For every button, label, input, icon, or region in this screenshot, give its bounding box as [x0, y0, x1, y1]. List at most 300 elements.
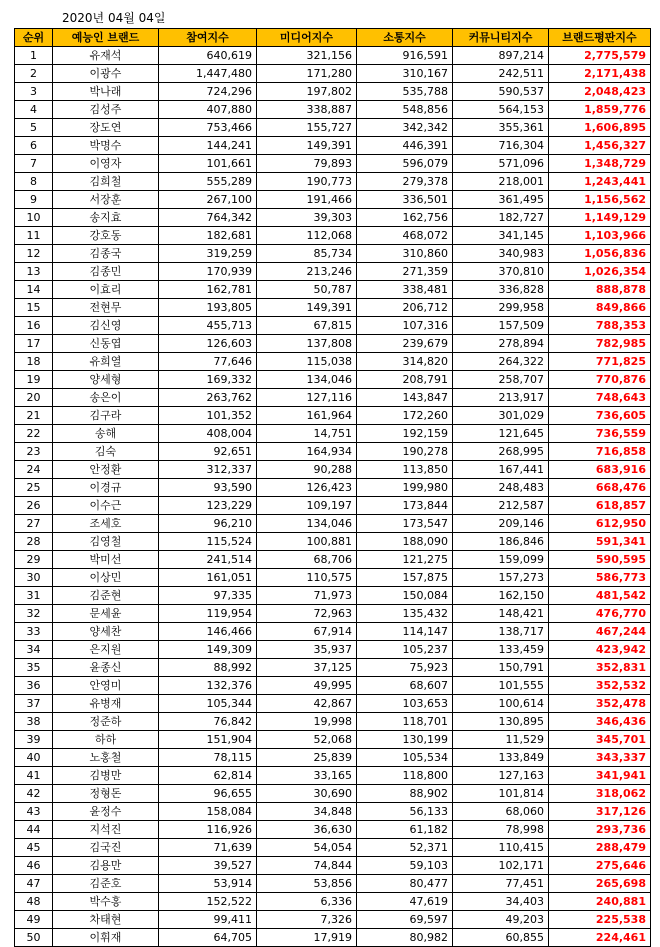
- rank-cell: 38: [15, 713, 53, 731]
- communication-cell: 208,791: [357, 371, 453, 389]
- communication-cell: 338,481: [357, 281, 453, 299]
- media-cell: 30,690: [257, 785, 357, 803]
- rank-cell: 31: [15, 587, 53, 605]
- rank-cell: 2: [15, 65, 53, 83]
- rank-cell: 22: [15, 425, 53, 443]
- brand-name-cell: 유재석: [53, 47, 159, 65]
- rank-cell: 17: [15, 335, 53, 353]
- media-cell: 127,116: [257, 389, 357, 407]
- community-cell: 133,459: [453, 641, 549, 659]
- media-cell: 6,336: [257, 893, 357, 911]
- media-cell: 72,963: [257, 605, 357, 623]
- brand-name-cell: 김용만: [53, 857, 159, 875]
- communication-cell: 157,875: [357, 569, 453, 587]
- brand-name-cell: 이영자: [53, 155, 159, 173]
- participation-cell: 312,337: [159, 461, 257, 479]
- brand-reputation-cell: 1,149,129: [549, 209, 651, 227]
- participation-cell: 319,259: [159, 245, 257, 263]
- participation-cell: 119,954: [159, 605, 257, 623]
- brand-name-cell: 강호동: [53, 227, 159, 245]
- community-cell: 150,791: [453, 659, 549, 677]
- communication-cell: 103,653: [357, 695, 453, 713]
- header-community-index: 커뮤니티지수: [453, 29, 549, 47]
- brand-reputation-cell: 318,062: [549, 785, 651, 803]
- communication-cell: 535,788: [357, 83, 453, 101]
- community-cell: 361,495: [453, 191, 549, 209]
- communication-cell: 162,756: [357, 209, 453, 227]
- brand-reputation-table: [14, 28, 651, 947]
- participation-cell: 115,524: [159, 533, 257, 551]
- brand-name-cell: 송해: [53, 425, 159, 443]
- participation-cell: 132,376: [159, 677, 257, 695]
- table-row: [15, 101, 651, 119]
- brand-name-cell: 유희열: [53, 353, 159, 371]
- participation-cell: 1,447,480: [159, 65, 257, 83]
- communication-cell: 69,597: [357, 911, 453, 929]
- table-row: [15, 767, 651, 785]
- media-cell: 37,125: [257, 659, 357, 677]
- communication-cell: 47,619: [357, 893, 453, 911]
- communication-cell: 271,359: [357, 263, 453, 281]
- communication-cell: 173,844: [357, 497, 453, 515]
- participation-cell: 71,639: [159, 839, 257, 857]
- header-participation-index: 참여지수: [159, 29, 257, 47]
- media-cell: 36,630: [257, 821, 357, 839]
- brand-reputation-cell: 618,857: [549, 497, 651, 515]
- communication-cell: 199,980: [357, 479, 453, 497]
- brand-name-cell: 김희철: [53, 173, 159, 191]
- participation-cell: 101,352: [159, 407, 257, 425]
- brand-name-cell: 전현무: [53, 299, 159, 317]
- brand-reputation-cell: 224,461: [549, 929, 651, 947]
- communication-cell: 172,260: [357, 407, 453, 425]
- media-cell: 126,423: [257, 479, 357, 497]
- media-cell: 197,802: [257, 83, 357, 101]
- media-cell: 79,893: [257, 155, 357, 173]
- community-cell: 167,441: [453, 461, 549, 479]
- community-cell: 162,150: [453, 587, 549, 605]
- communication-cell: 105,534: [357, 749, 453, 767]
- communication-cell: 113,850: [357, 461, 453, 479]
- brand-reputation-cell: 2,775,579: [549, 47, 651, 65]
- community-cell: 101,555: [453, 677, 549, 695]
- communication-cell: 190,278: [357, 443, 453, 461]
- brand-name-cell: 박나래: [53, 83, 159, 101]
- header-brand-name: 예능인 브랜드: [53, 29, 159, 47]
- participation-cell: 93,590: [159, 479, 257, 497]
- table-row: [15, 479, 651, 497]
- participation-cell: 158,084: [159, 803, 257, 821]
- table-row: [15, 461, 651, 479]
- rank-cell: 47: [15, 875, 53, 893]
- community-cell: 340,983: [453, 245, 549, 263]
- rank-cell: 6: [15, 137, 53, 155]
- media-cell: 190,773: [257, 173, 357, 191]
- table-row: [15, 785, 651, 803]
- rank-cell: 28: [15, 533, 53, 551]
- media-cell: 90,288: [257, 461, 357, 479]
- community-cell: 102,171: [453, 857, 549, 875]
- media-cell: 213,246: [257, 263, 357, 281]
- communication-cell: 114,147: [357, 623, 453, 641]
- brand-reputation-cell: 288,479: [549, 839, 651, 857]
- brand-name-cell: 이상민: [53, 569, 159, 587]
- brand-reputation-cell: 612,950: [549, 515, 651, 533]
- table-row: [15, 371, 651, 389]
- table-row: [15, 119, 651, 137]
- brand-name-cell: 차태현: [53, 911, 159, 929]
- media-cell: 134,046: [257, 371, 357, 389]
- communication-cell: 135,432: [357, 605, 453, 623]
- brand-name-cell: 지석진: [53, 821, 159, 839]
- brand-reputation-cell: 1,103,966: [549, 227, 651, 245]
- table-row: [15, 317, 651, 335]
- table-row: [15, 191, 651, 209]
- report-date: 2020년 04월 04일: [62, 11, 166, 25]
- media-cell: 171,280: [257, 65, 357, 83]
- table-row: [15, 677, 651, 695]
- community-cell: 159,099: [453, 551, 549, 569]
- participation-cell: 53,914: [159, 875, 257, 893]
- media-cell: 149,391: [257, 137, 357, 155]
- communication-cell: 206,712: [357, 299, 453, 317]
- media-cell: 25,839: [257, 749, 357, 767]
- media-cell: 19,998: [257, 713, 357, 731]
- rank-cell: 11: [15, 227, 53, 245]
- brand-reputation-cell: 1,026,354: [549, 263, 651, 281]
- communication-cell: 143,847: [357, 389, 453, 407]
- rank-cell: 30: [15, 569, 53, 587]
- brand-reputation-cell: 736,559: [549, 425, 651, 443]
- community-cell: 299,958: [453, 299, 549, 317]
- media-cell: 17,919: [257, 929, 357, 947]
- media-cell: 74,844: [257, 857, 357, 875]
- rank-cell: 24: [15, 461, 53, 479]
- media-cell: 155,727: [257, 119, 357, 137]
- table-row: [15, 713, 651, 731]
- rank-cell: 25: [15, 479, 53, 497]
- communication-cell: 88,902: [357, 785, 453, 803]
- media-cell: 53,856: [257, 875, 357, 893]
- media-cell: 35,937: [257, 641, 357, 659]
- brand-name-cell: 이효리: [53, 281, 159, 299]
- communication-cell: 52,371: [357, 839, 453, 857]
- brand-name-cell: 박미선: [53, 551, 159, 569]
- community-cell: 370,810: [453, 263, 549, 281]
- table-row: [15, 587, 651, 605]
- brand-name-cell: 유병재: [53, 695, 159, 713]
- communication-cell: 310,860: [357, 245, 453, 263]
- community-cell: 212,587: [453, 497, 549, 515]
- media-cell: 338,887: [257, 101, 357, 119]
- communication-cell: 118,800: [357, 767, 453, 785]
- rank-cell: 18: [15, 353, 53, 371]
- participation-cell: 96,210: [159, 515, 257, 533]
- brand-name-cell: 김국진: [53, 839, 159, 857]
- community-cell: 110,415: [453, 839, 549, 857]
- rank-cell: 32: [15, 605, 53, 623]
- rank-cell: 36: [15, 677, 53, 695]
- communication-cell: 107,316: [357, 317, 453, 335]
- table-row: [15, 335, 651, 353]
- table-row: [15, 623, 651, 641]
- rank-cell: 35: [15, 659, 53, 677]
- table-row: [15, 641, 651, 659]
- brand-reputation-cell: 2,048,423: [549, 83, 651, 101]
- table-row: [15, 173, 651, 191]
- media-cell: 71,973: [257, 587, 357, 605]
- brand-reputation-cell: 481,542: [549, 587, 651, 605]
- communication-cell: 130,199: [357, 731, 453, 749]
- rank-cell: 26: [15, 497, 53, 515]
- rank-cell: 15: [15, 299, 53, 317]
- brand-reputation-cell: 782,985: [549, 335, 651, 353]
- participation-cell: 64,705: [159, 929, 257, 947]
- community-cell: 157,509: [453, 317, 549, 335]
- table-row: [15, 425, 651, 443]
- participation-cell: 182,681: [159, 227, 257, 245]
- participation-cell: 169,332: [159, 371, 257, 389]
- table-row: [15, 497, 651, 515]
- participation-cell: 146,466: [159, 623, 257, 641]
- community-cell: 101,814: [453, 785, 549, 803]
- brand-name-cell: 김준현: [53, 587, 159, 605]
- header-communication-index: 소통지수: [357, 29, 453, 47]
- brand-reputation-cell: 591,341: [549, 533, 651, 551]
- participation-cell: 77,646: [159, 353, 257, 371]
- brand-reputation-cell: 1,056,836: [549, 245, 651, 263]
- rank-cell: 23: [15, 443, 53, 461]
- rank-cell: 4: [15, 101, 53, 119]
- brand-name-cell: 윤정수: [53, 803, 159, 821]
- rank-cell: 29: [15, 551, 53, 569]
- participation-cell: 170,939: [159, 263, 257, 281]
- media-cell: 34,848: [257, 803, 357, 821]
- community-cell: 49,203: [453, 911, 549, 929]
- community-cell: 301,029: [453, 407, 549, 425]
- participation-cell: 123,229: [159, 497, 257, 515]
- community-cell: 897,214: [453, 47, 549, 65]
- community-cell: 564,153: [453, 101, 549, 119]
- table-row: [15, 443, 651, 461]
- rank-cell: 33: [15, 623, 53, 641]
- participation-cell: 39,527: [159, 857, 257, 875]
- rank-cell: 1: [15, 47, 53, 65]
- communication-cell: 150,084: [357, 587, 453, 605]
- brand-reputation-cell: 293,736: [549, 821, 651, 839]
- brand-name-cell: 이경규: [53, 479, 159, 497]
- brand-name-cell: 이수근: [53, 497, 159, 515]
- brand-reputation-cell: 1,243,441: [549, 173, 651, 191]
- participation-cell: 241,514: [159, 551, 257, 569]
- participation-cell: 96,655: [159, 785, 257, 803]
- media-cell: 164,934: [257, 443, 357, 461]
- participation-cell: 640,619: [159, 47, 257, 65]
- community-cell: 213,917: [453, 389, 549, 407]
- communication-cell: 188,090: [357, 533, 453, 551]
- media-cell: 137,808: [257, 335, 357, 353]
- brand-name-cell: 양세찬: [53, 623, 159, 641]
- participation-cell: 149,309: [159, 641, 257, 659]
- communication-cell: 80,982: [357, 929, 453, 947]
- brand-reputation-cell: 423,942: [549, 641, 651, 659]
- rank-cell: 3: [15, 83, 53, 101]
- table-row: [15, 605, 651, 623]
- table-row: [15, 515, 651, 533]
- brand-name-cell: 서장훈: [53, 191, 159, 209]
- participation-cell: 724,296: [159, 83, 257, 101]
- brand-name-cell: 안정환: [53, 461, 159, 479]
- brand-reputation-cell: 590,595: [549, 551, 651, 569]
- brand-reputation-cell: 683,916: [549, 461, 651, 479]
- header-media-index: 미디어지수: [257, 29, 357, 47]
- rank-cell: 49: [15, 911, 53, 929]
- participation-cell: 76,842: [159, 713, 257, 731]
- table-row: [15, 137, 651, 155]
- community-cell: 133,849: [453, 749, 549, 767]
- participation-cell: 455,713: [159, 317, 257, 335]
- brand-name-cell: 김숙: [53, 443, 159, 461]
- participation-cell: 105,344: [159, 695, 257, 713]
- brand-reputation-cell: 1,606,895: [549, 119, 651, 137]
- brand-reputation-cell: 341,941: [549, 767, 651, 785]
- brand-reputation-cell: 788,353: [549, 317, 651, 335]
- participation-cell: 99,411: [159, 911, 257, 929]
- brand-name-cell: 송지효: [53, 209, 159, 227]
- brand-reputation-cell: 476,770: [549, 605, 651, 623]
- media-cell: 67,914: [257, 623, 357, 641]
- rank-cell: 45: [15, 839, 53, 857]
- brand-name-cell: 노홍철: [53, 749, 159, 767]
- brand-reputation-cell: 240,881: [549, 893, 651, 911]
- brand-name-cell: 김영철: [53, 533, 159, 551]
- community-cell: 242,511: [453, 65, 549, 83]
- participation-cell: 126,603: [159, 335, 257, 353]
- media-cell: 100,881: [257, 533, 357, 551]
- table-row: [15, 929, 651, 947]
- brand-name-cell: 안영미: [53, 677, 159, 695]
- participation-cell: 151,904: [159, 731, 257, 749]
- brand-name-cell: 하하: [53, 731, 159, 749]
- brand-reputation-cell: 352,831: [549, 659, 651, 677]
- communication-cell: 468,072: [357, 227, 453, 245]
- table-body: [15, 47, 651, 947]
- rank-cell: 41: [15, 767, 53, 785]
- participation-cell: 267,100: [159, 191, 257, 209]
- media-cell: 85,734: [257, 245, 357, 263]
- rank-cell: 43: [15, 803, 53, 821]
- media-cell: 52,068: [257, 731, 357, 749]
- table-row: [15, 857, 651, 875]
- communication-cell: 342,342: [357, 119, 453, 137]
- community-cell: 268,995: [453, 443, 549, 461]
- table-row: [15, 281, 651, 299]
- rank-cell: 9: [15, 191, 53, 209]
- communication-cell: 56,133: [357, 803, 453, 821]
- participation-cell: 92,651: [159, 443, 257, 461]
- table-row: [15, 263, 651, 281]
- rank-cell: 40: [15, 749, 53, 767]
- media-cell: 54,054: [257, 839, 357, 857]
- media-cell: 110,575: [257, 569, 357, 587]
- media-cell: 67,815: [257, 317, 357, 335]
- participation-cell: 97,335: [159, 587, 257, 605]
- table-row: [15, 893, 651, 911]
- community-cell: 127,163: [453, 767, 549, 785]
- participation-cell: 408,004: [159, 425, 257, 443]
- rank-cell: 10: [15, 209, 53, 227]
- brand-name-cell: 신동엽: [53, 335, 159, 353]
- brand-reputation-cell: 1,156,562: [549, 191, 651, 209]
- brand-reputation-cell: 770,876: [549, 371, 651, 389]
- rank-cell: 50: [15, 929, 53, 947]
- media-cell: 134,046: [257, 515, 357, 533]
- rank-cell: 42: [15, 785, 53, 803]
- communication-cell: 314,820: [357, 353, 453, 371]
- communication-cell: 105,237: [357, 641, 453, 659]
- brand-reputation-cell: 2,171,438: [549, 65, 651, 83]
- brand-reputation-cell: 225,538: [549, 911, 651, 929]
- communication-cell: 173,547: [357, 515, 453, 533]
- communication-cell: 239,679: [357, 335, 453, 353]
- brand-reputation-cell: 668,476: [549, 479, 651, 497]
- brand-name-cell: 김신영: [53, 317, 159, 335]
- table-row: [15, 245, 651, 263]
- media-cell: 68,706: [257, 551, 357, 569]
- table-row: [15, 551, 651, 569]
- brand-name-cell: 송은이: [53, 389, 159, 407]
- brand-reputation-cell: 888,878: [549, 281, 651, 299]
- rank-cell: 39: [15, 731, 53, 749]
- participation-cell: 161,051: [159, 569, 257, 587]
- rank-cell: 48: [15, 893, 53, 911]
- community-cell: 121,645: [453, 425, 549, 443]
- communication-cell: 68,607: [357, 677, 453, 695]
- table-row: [15, 749, 651, 767]
- rank-cell: 5: [15, 119, 53, 137]
- participation-cell: 144,241: [159, 137, 257, 155]
- community-cell: 248,483: [453, 479, 549, 497]
- table-row: [15, 695, 651, 713]
- brand-name-cell: 김구라: [53, 407, 159, 425]
- media-cell: 321,156: [257, 47, 357, 65]
- table-row: [15, 407, 651, 425]
- community-cell: 148,421: [453, 605, 549, 623]
- participation-cell: 101,661: [159, 155, 257, 173]
- table-row: [15, 821, 651, 839]
- brand-reputation-cell: 352,478: [549, 695, 651, 713]
- brand-reputation-cell: 352,532: [549, 677, 651, 695]
- community-cell: 60,855: [453, 929, 549, 947]
- table-row: [15, 731, 651, 749]
- community-cell: 355,361: [453, 119, 549, 137]
- rank-cell: 19: [15, 371, 53, 389]
- participation-cell: 407,880: [159, 101, 257, 119]
- media-cell: 42,867: [257, 695, 357, 713]
- brand-name-cell: 이광수: [53, 65, 159, 83]
- community-cell: 182,727: [453, 209, 549, 227]
- media-cell: 14,751: [257, 425, 357, 443]
- communication-cell: 279,378: [357, 173, 453, 191]
- brand-reputation-cell: 771,825: [549, 353, 651, 371]
- brand-name-cell: 정준하: [53, 713, 159, 731]
- brand-name-cell: 김병만: [53, 767, 159, 785]
- brand-reputation-cell: 275,646: [549, 857, 651, 875]
- media-cell: 7,326: [257, 911, 357, 929]
- community-cell: 336,828: [453, 281, 549, 299]
- table-row: [15, 803, 651, 821]
- brand-reputation-cell: 467,244: [549, 623, 651, 641]
